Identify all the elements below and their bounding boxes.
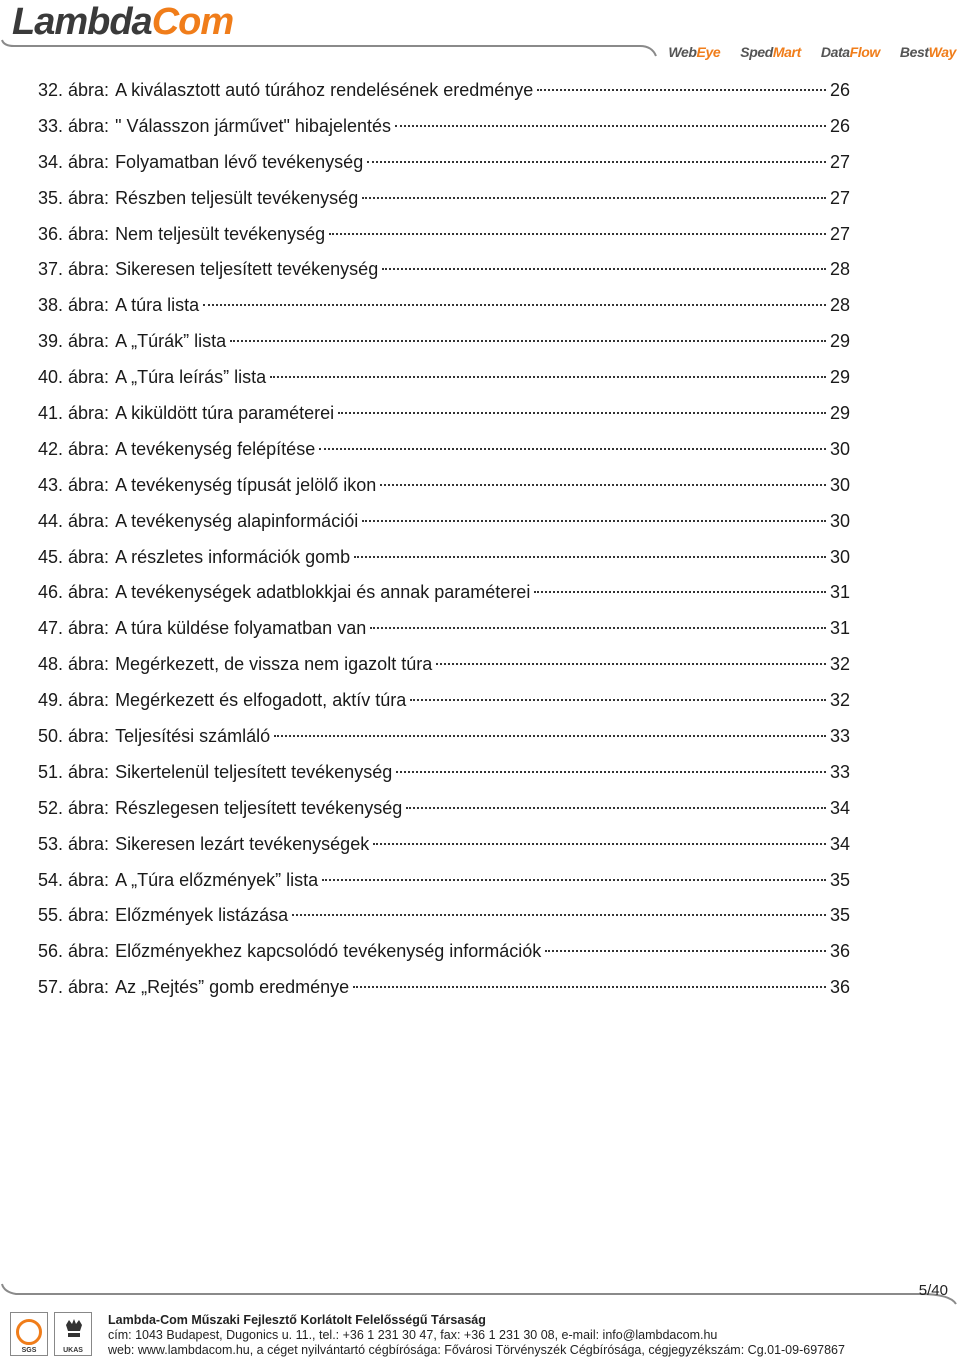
toc-entry-title: A kiküldött túra paraméterei: [115, 403, 335, 424]
toc-entry-page: 31: [829, 618, 850, 639]
ukas-certification-logo: [54, 1312, 92, 1356]
table-of-figures: [38, 76, 850, 1009]
toc-entry[interactable]: [38, 255, 850, 291]
toc-entry-title: A „Túra előzmények” lista: [115, 869, 319, 890]
toc-dot-leader: [545, 950, 826, 952]
toc-dot-leader: [367, 161, 826, 163]
toc-entry-number: 49. ábra:: [38, 690, 110, 711]
toc-dot-leader: [292, 914, 826, 916]
toc-entry-page: 31: [829, 582, 850, 603]
toc-entry-number: 40. ábra:: [38, 367, 110, 388]
toc-entry-number: 43. ábra:: [38, 474, 110, 495]
toc-entry-number: 47. ábra:: [38, 618, 110, 639]
certification-logos: [10, 1312, 92, 1356]
toc-entry-number: 54. ábra:: [38, 869, 110, 890]
toc-dot-leader: [362, 520, 826, 522]
toc-entry-title: Sikertelenül teljesített tevékenység: [115, 761, 393, 782]
toc-entry-page: 34: [829, 797, 850, 818]
toc-entry[interactable]: [38, 973, 850, 1009]
sgs-label: SGS: [21, 1347, 37, 1354]
lambdacom-logo: [12, 2, 233, 42]
toc-entry-page: 27: [829, 151, 850, 172]
toc-entry-title: Sikeresen lezárt tevékenységek: [115, 833, 370, 854]
company-web-registry: web: www.lambdacom.hu, a céget nyilvántartó cégbírósága: Fővárosi Törvényszék Cégbírósága, cégjegyzékszám: Cg.01-09-697867: [108, 1343, 845, 1357]
toc-dot-leader: [380, 484, 826, 486]
company-name: Lambda-Com Műszaki Fejlesztő Korlátolt Felelősségű Társaság: [108, 1313, 486, 1327]
toc-entry-number: 52. ábra:: [38, 797, 110, 818]
toc-entry-title: Részlegesen teljesített tevékenység: [115, 797, 403, 818]
toc-dot-leader: [406, 807, 826, 809]
product-webeye-logo: WebEye: [668, 44, 721, 60]
toc-entry[interactable]: [38, 291, 850, 327]
toc-entry[interactable]: [38, 758, 850, 794]
toc-entry-page: 35: [829, 905, 850, 926]
toc-entry-title: A túra küldése folyamatban van: [115, 618, 367, 639]
toc-dot-leader: [373, 843, 826, 845]
toc-entry[interactable]: [38, 901, 850, 937]
toc-entry-number: 39. ábra:: [38, 331, 110, 352]
toc-entry-title: Megérkezett, de vissza nem igazolt túra: [115, 654, 433, 675]
toc-entry-page: 36: [829, 941, 850, 962]
toc-entry-number: 45. ábra:: [38, 546, 110, 567]
toc-dot-leader: [230, 340, 826, 342]
toc-entry-title: A részletes információk gomb: [115, 546, 351, 567]
toc-entry-number: 56. ábra:: [38, 941, 110, 962]
toc-entry-page: 29: [829, 331, 850, 352]
toc-entry-page: 29: [829, 367, 850, 388]
page-header: [0, 0, 960, 64]
toc-entry-page: 27: [829, 223, 850, 244]
toc-entry-number: 42. ábra:: [38, 438, 110, 459]
toc-entry-page: 28: [829, 295, 850, 316]
toc-dot-leader: [370, 627, 826, 629]
toc-entry-number: 44. ábra:: [38, 510, 110, 531]
toc-entry[interactable]: [38, 543, 850, 579]
toc-entry-title: A tevékenység típusát jelölő ikon: [115, 474, 377, 495]
toc-dot-leader: [354, 556, 826, 558]
toc-entry[interactable]: [38, 220, 850, 256]
toc-entry-page: 30: [829, 546, 850, 567]
toc-entry[interactable]: [38, 399, 850, 435]
toc-entry-number: 32. ábra:: [38, 80, 110, 100]
toc-dot-leader: [395, 125, 826, 127]
toc-entry-page: 32: [829, 690, 850, 711]
logo-com-text: Com: [151, 1, 234, 43]
toc-entry-page: 36: [829, 977, 850, 998]
toc-dot-leader: [534, 591, 826, 593]
toc-entry[interactable]: [38, 435, 850, 471]
toc-entry-number: 50. ábra:: [38, 726, 110, 747]
toc-entry-title: Teljesítési számláló: [115, 726, 271, 747]
toc-entry-title: A túra lista: [115, 295, 200, 316]
product-logos: [668, 44, 956, 60]
ukas-crown-icon: [64, 1317, 84, 1339]
toc-entry-page: 30: [829, 474, 850, 495]
toc-dot-leader: [353, 986, 826, 988]
toc-entry-page: 29: [829, 403, 850, 424]
toc-dot-leader: [436, 663, 826, 665]
toc-dot-leader: [319, 448, 826, 450]
toc-dot-leader: [338, 412, 826, 414]
toc-entry[interactable]: [38, 507, 850, 543]
toc-entry-title: Sikeresen teljesített tevékenység: [115, 259, 379, 280]
logo-lambda-text: Lambda: [12, 1, 152, 43]
toc-dot-leader: [274, 735, 826, 737]
toc-entry-number: 33. ábra:: [38, 115, 110, 136]
toc-entry-page: 32: [829, 654, 850, 675]
company-address: cím: 1043 Budapest, Dugonics u. 11., tel.: +36 1 231 30 47, fax: +36 1 231 30 08, e-mail: info@lambdacom.hu: [108, 1328, 718, 1342]
toc-dot-leader: [362, 197, 826, 199]
toc-entry[interactable]: [38, 650, 850, 686]
toc-entry-number: 35. ábra:: [38, 187, 110, 208]
toc-entry-page: 28: [829, 259, 850, 280]
toc-dot-leader: [410, 699, 826, 701]
toc-dot-leader: [537, 89, 826, 91]
toc-entry-number: 48. ábra:: [38, 654, 110, 675]
toc-entry-number: 37. ábra:: [38, 259, 110, 280]
page-number: 5/40: [918, 1282, 948, 1299]
product-dataflow-logo: DataFlow: [820, 44, 880, 60]
toc-entry-page: 30: [829, 438, 850, 459]
product-spedmart-logo: SpedMart: [740, 44, 801, 60]
toc-entry[interactable]: [38, 112, 850, 148]
toc-dot-leader: [329, 233, 826, 235]
toc-entry-title: A „Túra leírás” lista: [115, 367, 267, 388]
toc-entry[interactable]: [38, 184, 850, 220]
toc-entry-page: 26: [829, 80, 850, 100]
toc-entry-title: A „Túrák” lista: [115, 331, 227, 352]
toc-entry-number: 55. ábra:: [38, 905, 110, 926]
toc-dot-leader: [270, 376, 826, 378]
toc-entry-title: Előzményekhez kapcsolódó tevékenység információk: [115, 941, 542, 962]
toc-entry-title: Megérkezett és elfogadott, aktív túra: [115, 690, 407, 711]
toc-entry[interactable]: [38, 578, 850, 614]
toc-dot-leader: [322, 879, 826, 881]
toc-entry-title: " Válasszon járművet" hibajelentés: [115, 115, 391, 136]
toc-entry[interactable]: [38, 830, 850, 866]
toc-entry[interactable]: [38, 686, 850, 722]
toc-entry-page: 27: [829, 187, 850, 208]
toc-entry-page: 30: [829, 510, 850, 531]
toc-dot-leader: [382, 268, 826, 270]
sgs-ring-icon: [16, 1319, 42, 1345]
toc-entry-title: Az „Rejtés” gomb eredménye: [115, 977, 350, 998]
toc-entry[interactable]: [38, 866, 850, 902]
toc-entry[interactable]: [38, 327, 850, 363]
ukas-label: UKAS: [63, 1347, 83, 1354]
toc-entry[interactable]: [38, 471, 850, 507]
company-info: [108, 1313, 845, 1358]
product-bestway-logo: BestWay: [899, 44, 956, 60]
toc-entry-number: 36. ábra:: [38, 223, 110, 244]
toc-entry[interactable]: [38, 722, 850, 758]
toc-entry-title: A tevékenységek adatblokkjai és annak paraméterei: [115, 582, 531, 603]
toc-entry-number: 53. ábra:: [38, 833, 110, 854]
toc-entry-title: Folyamatban lévő tevékenység: [115, 151, 364, 172]
toc-entry[interactable]: [38, 148, 850, 184]
toc-entry[interactable]: [38, 614, 850, 650]
toc-entry-number: 34. ábra:: [38, 151, 110, 172]
toc-entry[interactable]: [38, 937, 850, 973]
toc-entry-title: A tevékenység alapinformációi: [115, 510, 359, 531]
toc-entry-title: Részben teljesült tevékenység: [115, 187, 359, 208]
sgs-certification-logo: [10, 1312, 48, 1356]
toc-entry-page: 34: [829, 833, 850, 854]
toc-entry-title: A tevékenység felépítése: [115, 438, 316, 459]
toc-dot-leader: [203, 304, 826, 306]
toc-entry-number: 46. ábra:: [38, 582, 110, 603]
toc-entry-number: 57. ábra:: [38, 977, 110, 998]
toc-entry[interactable]: [38, 794, 850, 830]
toc-entry-page: 35: [829, 869, 850, 890]
toc-entry[interactable]: [38, 363, 850, 399]
toc-entry-page: 26: [829, 115, 850, 136]
toc-dot-leader: [396, 771, 826, 773]
toc-entry-number: 51. ábra:: [38, 761, 110, 782]
toc-entry[interactable]: [38, 76, 850, 112]
toc-entry-title: A kiválasztott autó túrához rendelésének eredménye: [115, 80, 534, 100]
toc-entry-page: 33: [829, 726, 850, 747]
toc-entry-title: Előzmények listázása: [115, 905, 289, 926]
toc-entry-title: Nem teljesült tevékenység: [115, 223, 326, 244]
toc-entry-number: 41. ábra:: [38, 403, 110, 424]
toc-entry-page: 33: [829, 761, 850, 782]
toc-entry-number: 38. ábra:: [38, 295, 110, 316]
